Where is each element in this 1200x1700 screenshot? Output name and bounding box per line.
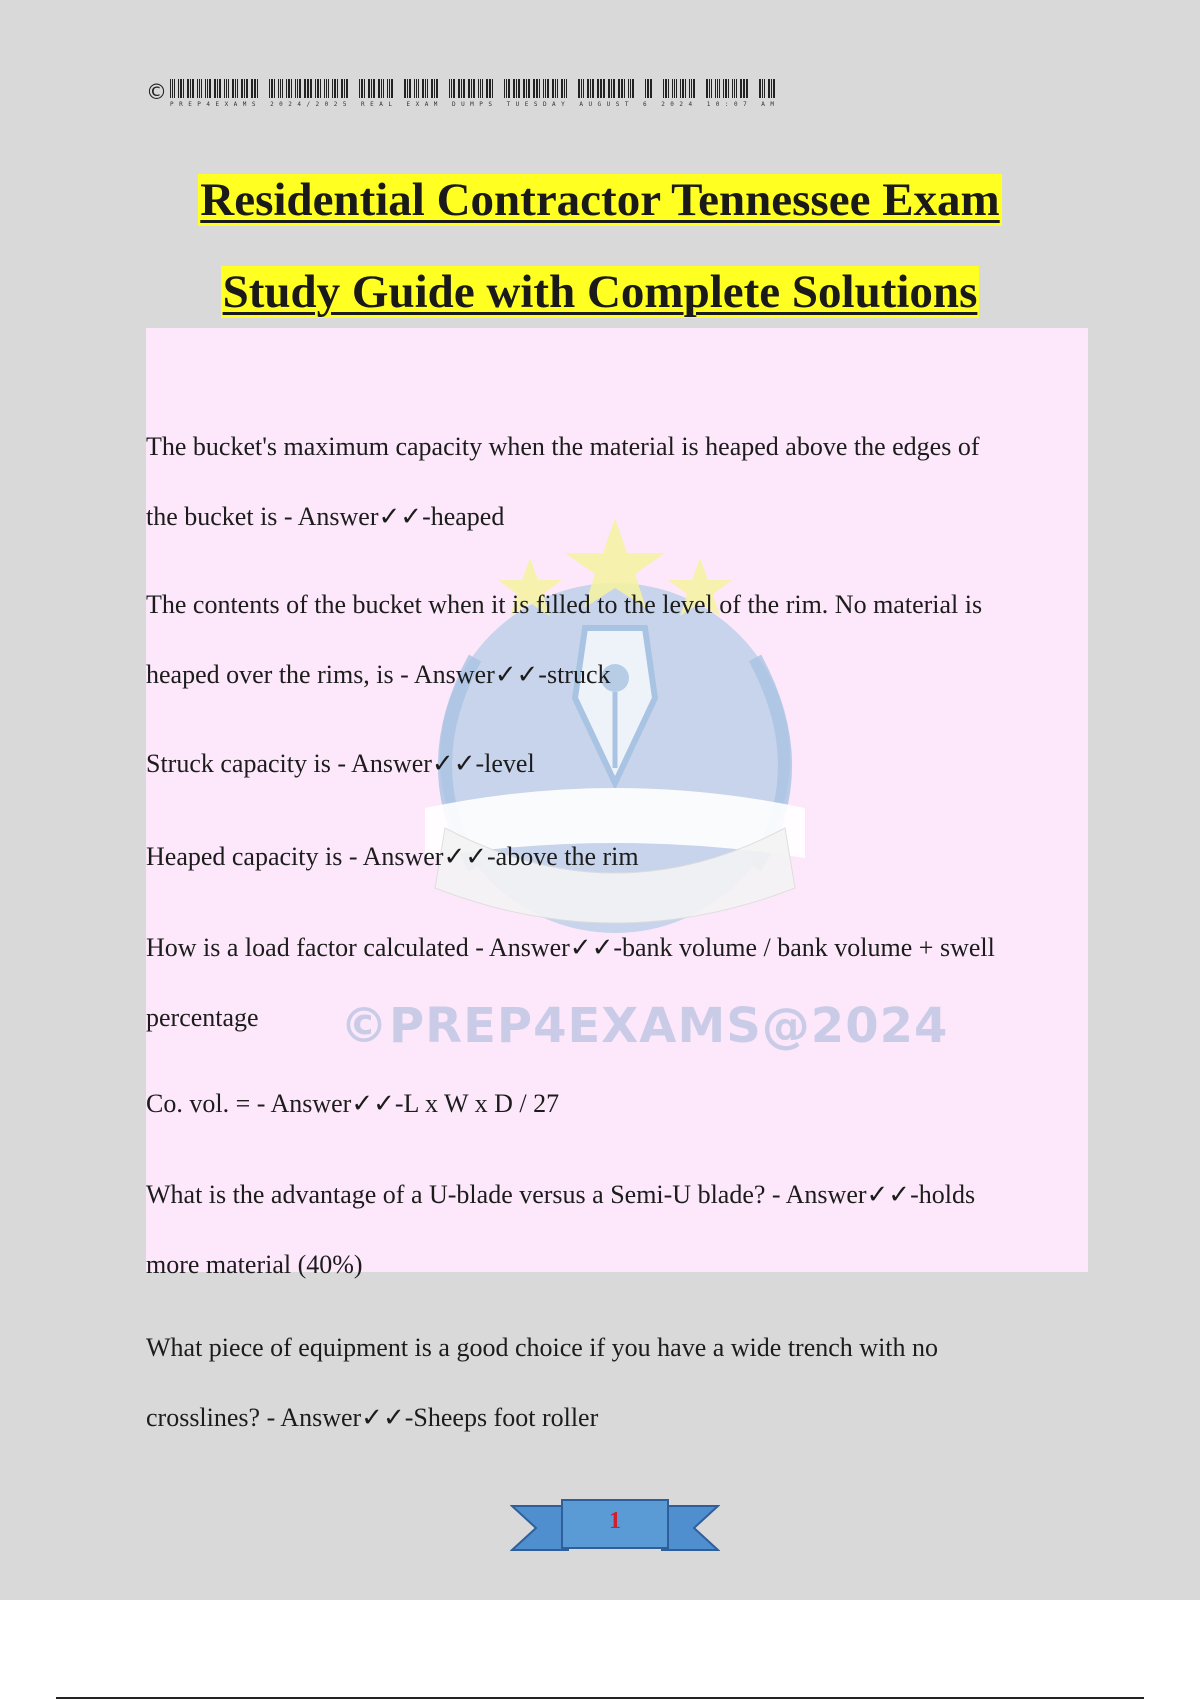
barcode-bar [453,79,455,98]
barcode-bar [257,79,258,98]
barcode-bar [391,79,393,98]
barcode-icon [170,77,966,107]
barcode-bar [526,79,527,98]
barcode-bar [482,79,483,98]
barcode-bar [178,79,179,98]
barcode-bar [364,79,365,98]
barcode-bar [732,79,733,98]
qa-line: The bucket's maximum capacity when the material is heaped above the edges of [146,432,980,461]
barcode-bar [557,79,558,98]
barcode-bar [516,79,517,98]
barcode-bar [278,79,279,98]
barcode-bar [706,79,708,98]
qa-line: The contents of the bucket when it is filled to the level of the rim. No material is [146,590,983,619]
qa-line: How is a load factor calculated - Answer✓✓-bank volume / bank volume + swell [146,933,995,962]
header-barcode-line [146,76,966,108]
barcode-bar [685,79,686,98]
barcode-bar [647,79,649,98]
barcode-bar [628,79,629,98]
barcode-bar [728,79,729,98]
barcode-bar [543,79,544,98]
barcode-bar [286,79,287,98]
barcode-bar [251,79,253,98]
barcode-bar [492,79,493,98]
barcode-bar [269,79,270,98]
barcode-bar [539,79,540,98]
barcode-bar [341,79,343,98]
barcode-bar [282,79,283,98]
barcode-bar [603,79,605,98]
barcode-bar [205,79,206,98]
barcode-bar [246,79,248,98]
page-number-badge [510,1494,720,1556]
barcode-bar [597,79,599,98]
qa-line: Struck capacity is - Answer✓✓-level [146,749,535,778]
barcode-bar [416,79,417,98]
barcode-bar [613,79,615,98]
qa-item-2 [146,570,1076,710]
barcode-bar [624,79,625,98]
barcode-bar [587,79,589,98]
barcode-bar [547,79,549,98]
barcode-bar [682,79,684,98]
barcode-bar [489,79,491,98]
barcode-bar [359,79,360,98]
barcode-bar [361,79,363,98]
barcode-bar [768,79,770,98]
barcode-bar [192,79,194,98]
barcode-bar [310,79,312,98]
barcode-bar [451,79,452,98]
barcode-bar [734,79,735,98]
page-number: 1 [609,1508,621,1534]
barcode-bar [449,79,450,98]
barcode-bar [209,79,211,98]
barcode-bar [618,79,620,98]
barcode-bar [468,79,470,98]
barcode-bar [691,79,692,98]
barcode-bar [197,79,198,98]
barcode-bar [307,79,309,98]
barcode-bar [434,79,435,98]
barcode-bar [295,79,296,98]
barcode-bar [715,79,716,98]
barcode-bar [315,79,316,98]
barcode-bar [241,79,243,98]
barcode-bar [346,79,348,98]
barcode-bar [337,79,338,98]
barcode-bar [719,79,720,98]
barcode-bar [740,79,742,98]
barcode-bar [746,79,748,98]
barcode-bar [473,79,475,98]
barcode-bar [504,79,505,98]
barcode-bar [590,79,591,98]
qa-line: more material (40%) [146,1250,363,1279]
footer-rule [56,1697,1144,1699]
barcode-bar [513,79,515,98]
barcode-bar [663,79,664,98]
barcode-bar [723,79,724,98]
barcode-bar [317,79,319,98]
barcode-bar [621,79,623,98]
barcode-bar [344,79,345,98]
barcode-bar [378,79,380,98]
barcode-bar [373,79,375,98]
barcode-bar [214,79,216,98]
barcode-bar [611,79,612,98]
barcode-bar [528,79,530,98]
barcode-bar [383,79,384,98]
barcode-bar [645,79,646,98]
barcode-bar [172,79,173,98]
barcode-bar [680,79,681,98]
barcode-bar [771,79,772,98]
qa-line: Co. vol. = - Answer✓✓-L x W x D / 27 [146,1089,560,1118]
qa-line: crosslines? - Answer✓✓-Sheeps foot roller [146,1403,599,1432]
qa-line: Heaped capacity is - Answer✓✓-above the rim [146,842,639,871]
barcode-bar [581,79,582,98]
qa-item-1 [146,412,1076,552]
barcode-bar [431,79,433,98]
barcode-bar [674,79,675,98]
barcode-bar [665,79,667,98]
barcode-text: PREP4EXAMS 2024/2025 REAL EXAM DUMPS TUESDAY AUGUST 6 2024 10:07 AM [170,101,774,107]
qa-line: percentage [146,1003,259,1032]
barcode-bar [237,79,238,98]
qa-item-3 [146,729,1076,799]
barcode-bar [592,79,594,98]
barcode-bar [693,79,695,98]
barcode-bar [564,79,565,98]
barcode-bar [506,79,507,98]
qa-item-4 [146,822,1076,892]
barcode-bar [219,79,221,98]
barcode-bar [409,79,411,98]
barcode-bar [427,79,428,98]
qa-line: What piece of equipment is a good choice if you have a wide trench with no [146,1333,939,1362]
barcode-bar [425,79,426,98]
barcode-bar [334,79,336,98]
barcode-bar [407,79,408,98]
barcode-bar [299,79,301,98]
barcode-bar [328,79,329,98]
barcode-bar [254,79,256,98]
barcode-bar [201,79,202,98]
qa-item-6 [146,1069,1076,1139]
barcode-bar [578,79,580,98]
barcode-bar [676,79,677,98]
barcode-bar [226,79,227,98]
barcode-bar [332,79,333,98]
barcode-bar [709,79,710,98]
barcode-bar [762,79,763,98]
barcode-bar [170,79,171,98]
barcode-bar [486,79,488,98]
barcode-bar [545,79,546,98]
barcode-bar [187,79,189,98]
barcode-bar [244,79,245,98]
qa-line: What is the advantage of a U-blade versus a Semi-U blade? - Answer✓✓-holds [146,1180,976,1209]
barcode-bar [324,79,325,98]
barcode-bar [180,79,182,98]
barcode-bar [608,79,610,98]
barcode-bar [518,79,520,98]
qa-line: the bucket is - Answer✓✓-heaped [146,502,505,531]
barcode-bar [183,79,184,98]
barcode-bar [561,79,563,98]
barcode-bar [217,79,218,98]
barcode-bar [199,79,200,98]
copyright-symbol: © [146,80,167,104]
barcode-bar [650,79,652,98]
barcode-bar [414,79,415,98]
barcode-bar [404,79,406,98]
barcode-bar [207,79,208,98]
barcode-bar [480,79,481,98]
barcode-bar [368,79,370,98]
barcode-bar [773,79,775,98]
barcode-bar [387,79,388,98]
barcode-bar [326,79,327,98]
barcode-bar [508,79,510,98]
qa-item-7 [146,1160,1076,1300]
barcode-bar [478,79,479,98]
barcode-bar [174,79,175,98]
barcode-bar [717,79,718,98]
barcode-bar [672,79,673,98]
barcode-bar [668,79,669,98]
barcode-bar [280,79,281,98]
barcode-bar [583,79,584,98]
title-line-2: Study Guide with Complete Solutions [222,266,978,318]
barcode-bar [371,79,372,98]
barcode-bar [533,79,535,98]
barcode-bar [764,79,765,98]
watermark-text: ©PREP4EXAMS@2024 [340,998,949,1054]
barcode-bar [461,79,462,98]
barcode-bar [711,79,712,98]
barcode-bar [235,79,236,98]
barcode-bar [422,79,424,98]
barcode-bar [689,79,690,98]
barcode-bar [471,79,472,98]
qa-item-5 [146,913,1076,1053]
barcode-bar [759,79,761,98]
barcode-bar [552,79,554,98]
barcode-bar [389,79,390,98]
barcode-bar [271,79,273,98]
barcode-bar [632,79,634,98]
qa-item-8 [146,1313,1076,1453]
barcode-bar [297,79,298,98]
barcode-bar [418,79,419,98]
title-line-1: Residential Contractor Tennessee Exam [200,174,1000,226]
barcode-bar [232,79,234,98]
barcode-bar [190,79,191,98]
barcode-bar [566,79,567,98]
barcode-bar [274,79,275,98]
barcode-bar [600,79,602,98]
barcode-bar [320,79,321,98]
barcode-bar [224,79,225,98]
barcode-bar [304,79,306,98]
barcode-bar [536,79,538,98]
barcode-bar [458,79,460,98]
barcode-bar [381,79,382,98]
barcode-bar [436,79,438,98]
barcode-bar [736,79,737,98]
barcode-bar [725,79,727,98]
barcode-bar [463,79,465,98]
barcode-bar [288,79,290,98]
barcode-bar [630,79,631,98]
barcode-bar [743,79,745,98]
barcode-bar [291,79,292,98]
qa-line: heaped over the rims, is - Answer✓✓-struck [146,660,611,689]
barcode-bar [555,79,556,98]
barcode-bar [228,79,229,98]
barcode-bar [523,79,525,98]
